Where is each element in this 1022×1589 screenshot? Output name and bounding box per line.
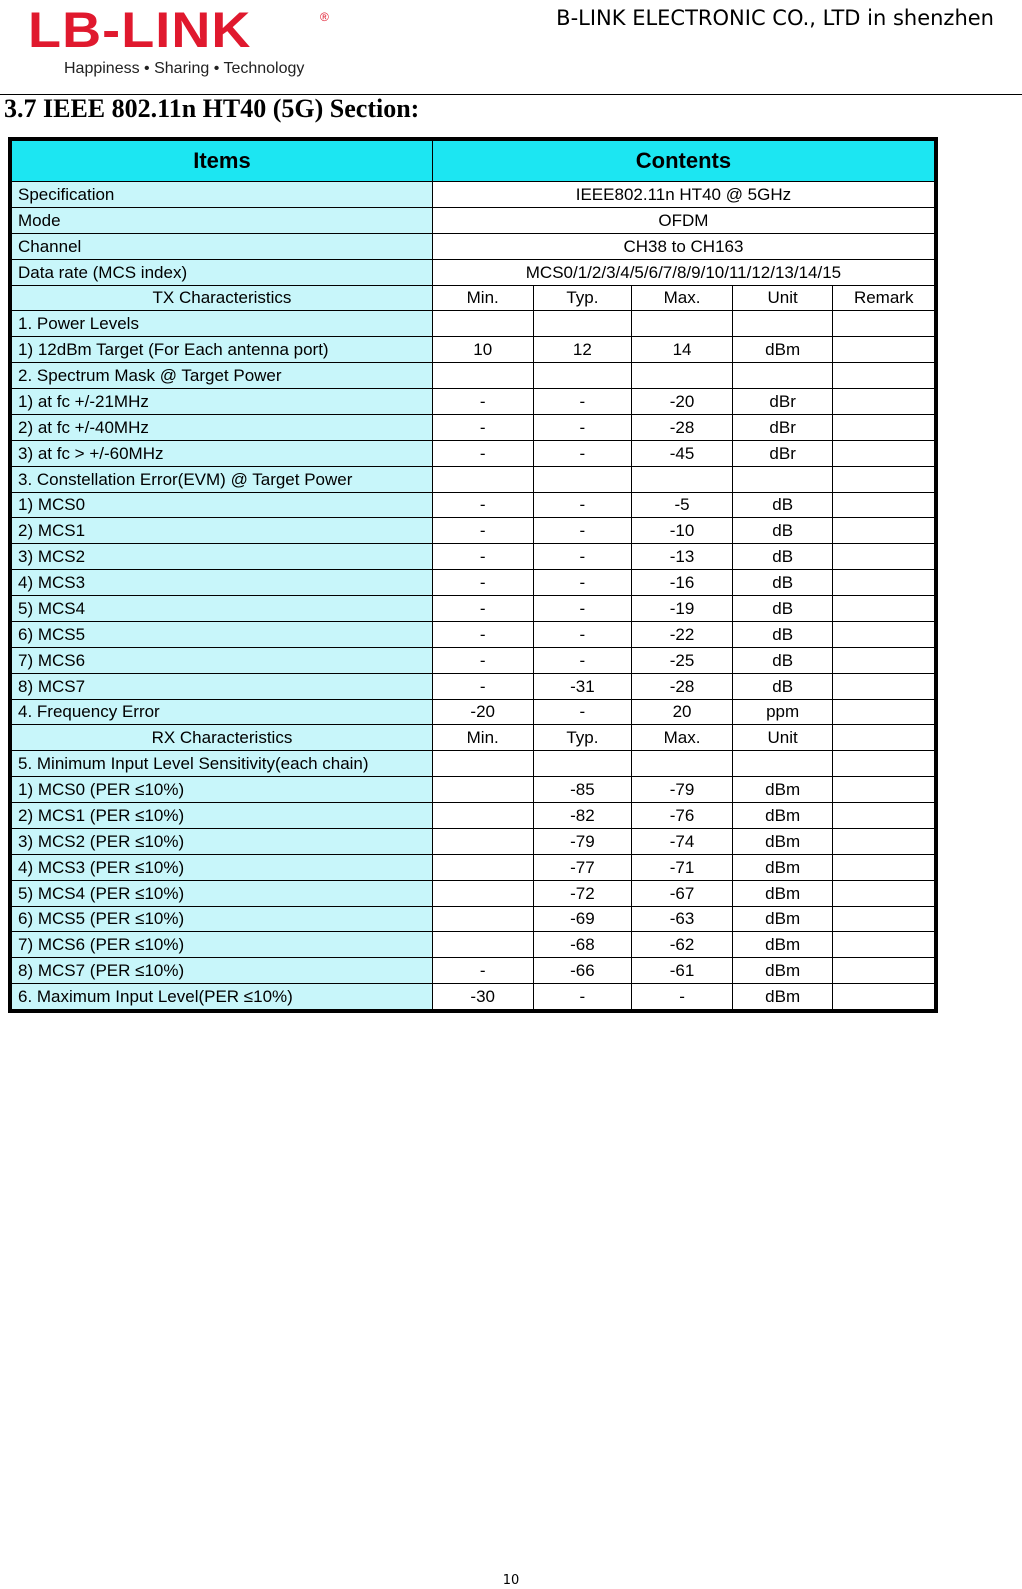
tx-row-remark xyxy=(833,337,935,363)
tx-row-item: 6) MCS5 xyxy=(12,621,433,647)
spec-content: CH38 to CH163 xyxy=(432,233,934,259)
tx-header-row-typ: Typ. xyxy=(533,285,632,311)
rx-row-max xyxy=(632,751,733,777)
tx-row-max: -13 xyxy=(632,544,733,570)
rx-row-max: -61 xyxy=(632,958,733,984)
tx-row-max: -22 xyxy=(632,621,733,647)
rx-row-max: - xyxy=(632,984,733,1010)
rx-row-typ: - xyxy=(533,984,632,1010)
tx-row-min: - xyxy=(432,492,533,518)
rx-row-remark xyxy=(833,906,935,932)
tx-row-max: -25 xyxy=(632,647,733,673)
rx-row xyxy=(12,777,935,803)
rx-row-typ: -68 xyxy=(533,932,632,958)
rx-row xyxy=(12,751,935,777)
rx-row xyxy=(12,984,935,1010)
spec-row xyxy=(12,259,935,285)
rx-row-item: 2) MCS1 (PER ≤10%) xyxy=(12,803,433,829)
rx-row-min xyxy=(432,803,533,829)
tx-row-unit: dB xyxy=(732,492,833,518)
rx-row-max: -79 xyxy=(632,777,733,803)
tx-row-unit: dB xyxy=(732,673,833,699)
rx-row-min xyxy=(432,880,533,906)
rx-row-typ: -85 xyxy=(533,777,632,803)
tx-row-min: - xyxy=(432,544,533,570)
rx-header-row-max: Max. xyxy=(632,725,733,751)
rx-row-min xyxy=(432,828,533,854)
rx-row-max: -67 xyxy=(632,880,733,906)
header-items: Items xyxy=(12,141,433,182)
tx-row-min: - xyxy=(432,673,533,699)
tx-row xyxy=(12,647,935,673)
tx-row-max: -28 xyxy=(632,414,733,440)
rx-row-typ: -79 xyxy=(533,828,632,854)
tx-row-remark xyxy=(833,699,935,725)
tx-row-typ: - xyxy=(533,414,632,440)
tx-row-remark xyxy=(833,363,935,389)
rx-row-unit: dBm xyxy=(732,932,833,958)
tx-row-item: 1) 12dBm Target (For Each antenna port) xyxy=(12,337,433,363)
tx-row-remark xyxy=(833,518,935,544)
rx-row-remark xyxy=(833,777,935,803)
spec-table-frame xyxy=(8,137,938,1013)
rx-row-unit: dBm xyxy=(732,777,833,803)
page-number: 10 xyxy=(502,1573,520,1588)
tx-row-typ: - xyxy=(533,389,632,415)
tx-row-min: - xyxy=(432,414,533,440)
tx-row-unit xyxy=(732,363,833,389)
spec-item: Channel xyxy=(12,233,433,259)
tx-row-min xyxy=(432,466,533,492)
tx-row-remark xyxy=(833,673,935,699)
tx-row xyxy=(12,518,935,544)
rx-row-min xyxy=(432,854,533,880)
tx-row-unit: dB xyxy=(732,647,833,673)
tx-row-min: - xyxy=(432,389,533,415)
tx-row-min: - xyxy=(432,647,533,673)
tx-row-remark xyxy=(833,596,935,622)
tx-row-remark xyxy=(833,621,935,647)
tx-row-item: 4) MCS3 xyxy=(12,570,433,596)
tx-row-item: 2) at fc +/-40MHz xyxy=(12,414,433,440)
tx-row-max: 20 xyxy=(632,699,733,725)
rx-row-remark xyxy=(833,880,935,906)
tx-row-unit: dBm xyxy=(732,337,833,363)
rx-row-unit: dBm xyxy=(732,854,833,880)
spec-item: Data rate (MCS index) xyxy=(12,259,433,285)
rx-header-row-unit: Unit xyxy=(732,725,833,751)
tx-row-max xyxy=(632,363,733,389)
rx-row-remark xyxy=(833,828,935,854)
rx-row-item: 1) MCS0 (PER ≤10%) xyxy=(12,777,433,803)
tx-row-remark xyxy=(833,544,935,570)
rx-row-item: 7) MCS6 (PER ≤10%) xyxy=(12,932,433,958)
tx-row-max: -20 xyxy=(632,389,733,415)
tx-row-typ: - xyxy=(533,492,632,518)
tx-row xyxy=(12,311,935,337)
rx-row-typ xyxy=(533,751,632,777)
rx-header-row-min: Min. xyxy=(432,725,533,751)
tx-row-item: 8) MCS7 xyxy=(12,673,433,699)
tx-row-item: 5) MCS4 xyxy=(12,596,433,622)
rx-row-min: - xyxy=(432,958,533,984)
tx-row-unit xyxy=(732,466,833,492)
rx-row-max: -74 xyxy=(632,828,733,854)
rx-row-typ: -72 xyxy=(533,880,632,906)
tx-row xyxy=(12,440,935,466)
tx-row-min: - xyxy=(432,440,533,466)
tx-row-item: 1) MCS0 xyxy=(12,492,433,518)
rx-row-typ: -82 xyxy=(533,803,632,829)
tx-row-item: 1) at fc +/-21MHz xyxy=(12,389,433,415)
tx-row-typ xyxy=(533,311,632,337)
tx-row-max: -5 xyxy=(632,492,733,518)
tx-header-row-remark: Remark xyxy=(833,285,935,311)
header-contents: Contents xyxy=(432,141,934,182)
tx-row xyxy=(12,414,935,440)
tx-row-max: -28 xyxy=(632,673,733,699)
tx-row-min: - xyxy=(432,621,533,647)
tx-row-item: 4. Frequency Error xyxy=(12,699,433,725)
tx-row-unit xyxy=(732,311,833,337)
rx-row-item: 8) MCS7 (PER ≤10%) xyxy=(12,958,433,984)
tx-header-row-max: Max. xyxy=(632,285,733,311)
spec-item: Specification xyxy=(12,182,433,208)
tx-row-remark xyxy=(833,311,935,337)
tx-row-max: -19 xyxy=(632,596,733,622)
company-logo xyxy=(28,4,338,80)
rx-row xyxy=(12,854,935,880)
tx-row-unit: dBr xyxy=(732,414,833,440)
rx-row-max: -71 xyxy=(632,854,733,880)
tx-row-min xyxy=(432,363,533,389)
tx-row xyxy=(12,673,935,699)
tx-row-item: 1. Power Levels xyxy=(12,311,433,337)
rx-row-min: -30 xyxy=(432,984,533,1010)
tx-row-max xyxy=(632,466,733,492)
logo-tagline: Happiness • Sharing • Technology xyxy=(64,60,305,77)
spec-row xyxy=(12,182,935,208)
rx-row-min xyxy=(432,906,533,932)
spec-row xyxy=(12,233,935,259)
tx-row-remark xyxy=(833,466,935,492)
tx-row xyxy=(12,699,935,725)
tx-row-unit: dBr xyxy=(732,389,833,415)
tx-row-remark xyxy=(833,492,935,518)
tx-row-typ: - xyxy=(533,570,632,596)
tx-row-typ: - xyxy=(533,544,632,570)
rx-row-min xyxy=(432,751,533,777)
tx-row-typ xyxy=(533,466,632,492)
tx-row-item: 7) MCS6 xyxy=(12,647,433,673)
rx-header-row xyxy=(12,725,935,751)
spec-table xyxy=(11,140,935,1010)
tx-row-remark xyxy=(833,570,935,596)
rx-row xyxy=(12,803,935,829)
rx-row xyxy=(12,828,935,854)
tx-row-min: - xyxy=(432,518,533,544)
rx-row-remark xyxy=(833,854,935,880)
rx-row-item: 6) MCS5 (PER ≤10%) xyxy=(12,906,433,932)
tx-row xyxy=(12,389,935,415)
rx-row-unit: dBm xyxy=(732,828,833,854)
tx-row-typ: - xyxy=(533,440,632,466)
table-header-row xyxy=(12,141,935,182)
rx-row-unit: dBm xyxy=(732,958,833,984)
tx-row-unit: dB xyxy=(732,518,833,544)
rx-row-item: 5. Minimum Input Level Sensitivity(each chain) xyxy=(12,751,433,777)
rx-row-unit: dBm xyxy=(732,803,833,829)
rx-row-item: 3) MCS2 (PER ≤10%) xyxy=(12,828,433,854)
tx-header-row-min: Min. xyxy=(432,285,533,311)
rx-row-unit: dBm xyxy=(732,984,833,1010)
rx-row-typ: -77 xyxy=(533,854,632,880)
rx-row-min xyxy=(432,777,533,803)
tx-header-row-label: TX Characteristics xyxy=(12,285,433,311)
rx-header-row-typ: Typ. xyxy=(533,725,632,751)
tx-row-min: - xyxy=(432,570,533,596)
tx-row-item: 3) at fc > +/-60MHz xyxy=(12,440,433,466)
logo-wordmark: LB-LINK xyxy=(28,2,252,58)
rx-row xyxy=(12,932,935,958)
tx-row xyxy=(12,544,935,570)
tx-row-remark xyxy=(833,440,935,466)
tx-row-item: 3) MCS2 xyxy=(12,544,433,570)
tx-row-item: 2. Spectrum Mask @ Target Power xyxy=(12,363,433,389)
tx-row-typ: - xyxy=(533,518,632,544)
rx-header-row-label: RX Characteristics xyxy=(12,725,433,751)
rx-row-remark xyxy=(833,751,935,777)
spec-content: MCS0/1/2/3/4/5/6/7/8/9/10/11/12/13/14/15 xyxy=(432,259,934,285)
tx-row-min: 10 xyxy=(432,337,533,363)
tx-header-row xyxy=(12,285,935,311)
tx-row xyxy=(12,466,935,492)
tx-row-unit: dB xyxy=(732,570,833,596)
tx-row-typ: -31 xyxy=(533,673,632,699)
tx-row-typ: - xyxy=(533,621,632,647)
tx-row-min xyxy=(432,311,533,337)
rx-row-min xyxy=(432,932,533,958)
tx-row xyxy=(12,492,935,518)
tx-row-unit: dB xyxy=(732,596,833,622)
tx-row-max: -16 xyxy=(632,570,733,596)
rx-row-unit: dBm xyxy=(732,880,833,906)
registered-mark: ® xyxy=(320,10,329,24)
rx-row xyxy=(12,906,935,932)
tx-row-typ xyxy=(533,363,632,389)
spec-item: Mode xyxy=(12,207,433,233)
tx-row-unit: ppm xyxy=(732,699,833,725)
rx-row-max: -76 xyxy=(632,803,733,829)
tx-row-typ: - xyxy=(533,647,632,673)
rx-row-remark xyxy=(833,984,935,1010)
spec-content: OFDM xyxy=(432,207,934,233)
rx-row-item: 4) MCS3 (PER ≤10%) xyxy=(12,854,433,880)
tx-row xyxy=(12,596,935,622)
rx-header-row-remark xyxy=(833,725,935,751)
tx-row-typ: - xyxy=(533,596,632,622)
tx-row-remark xyxy=(833,389,935,415)
rx-row-unit xyxy=(732,751,833,777)
company-name: B-LINK ELECTRONIC CO., LTD in shenzhen xyxy=(556,6,994,30)
tx-row xyxy=(12,570,935,596)
tx-header-row-unit: Unit xyxy=(732,285,833,311)
rx-row-max: -63 xyxy=(632,906,733,932)
tx-row-typ: 12 xyxy=(533,337,632,363)
rx-row-remark xyxy=(833,803,935,829)
tx-row xyxy=(12,621,935,647)
rx-row-item: 6. Maximum Input Level(PER ≤10%) xyxy=(12,984,433,1010)
tx-row-typ: - xyxy=(533,699,632,725)
spec-row xyxy=(12,207,935,233)
rx-row-remark xyxy=(833,958,935,984)
tx-row-remark xyxy=(833,647,935,673)
tx-row xyxy=(12,337,935,363)
tx-row-unit: dB xyxy=(732,621,833,647)
rx-row-remark xyxy=(833,932,935,958)
rx-row-typ: -69 xyxy=(533,906,632,932)
tx-row-remark xyxy=(833,414,935,440)
tx-row-item: 3. Constellation Error(EVM) @ Target Power xyxy=(12,466,433,492)
tx-row-max: -10 xyxy=(632,518,733,544)
tx-row-max: -45 xyxy=(632,440,733,466)
tx-row-max: 14 xyxy=(632,337,733,363)
tx-row-item: 2) MCS1 xyxy=(12,518,433,544)
tx-row-unit: dB xyxy=(732,544,833,570)
tx-row-max xyxy=(632,311,733,337)
rx-row-typ: -66 xyxy=(533,958,632,984)
rx-row xyxy=(12,880,935,906)
spec-content: IEEE802.11n HT40 @ 5GHz xyxy=(432,182,934,208)
tx-row-min: -20 xyxy=(432,699,533,725)
tx-row-unit: dBr xyxy=(732,440,833,466)
rx-row-unit: dBm xyxy=(732,906,833,932)
rx-row-max: -62 xyxy=(632,932,733,958)
tx-row xyxy=(12,363,935,389)
section-title: 3.7 IEEE 802.11n HT40 (5G) Section: xyxy=(4,94,420,123)
rx-row xyxy=(12,958,935,984)
tx-row-min: - xyxy=(432,596,533,622)
rx-row-item: 5) MCS4 (PER ≤10%) xyxy=(12,880,433,906)
